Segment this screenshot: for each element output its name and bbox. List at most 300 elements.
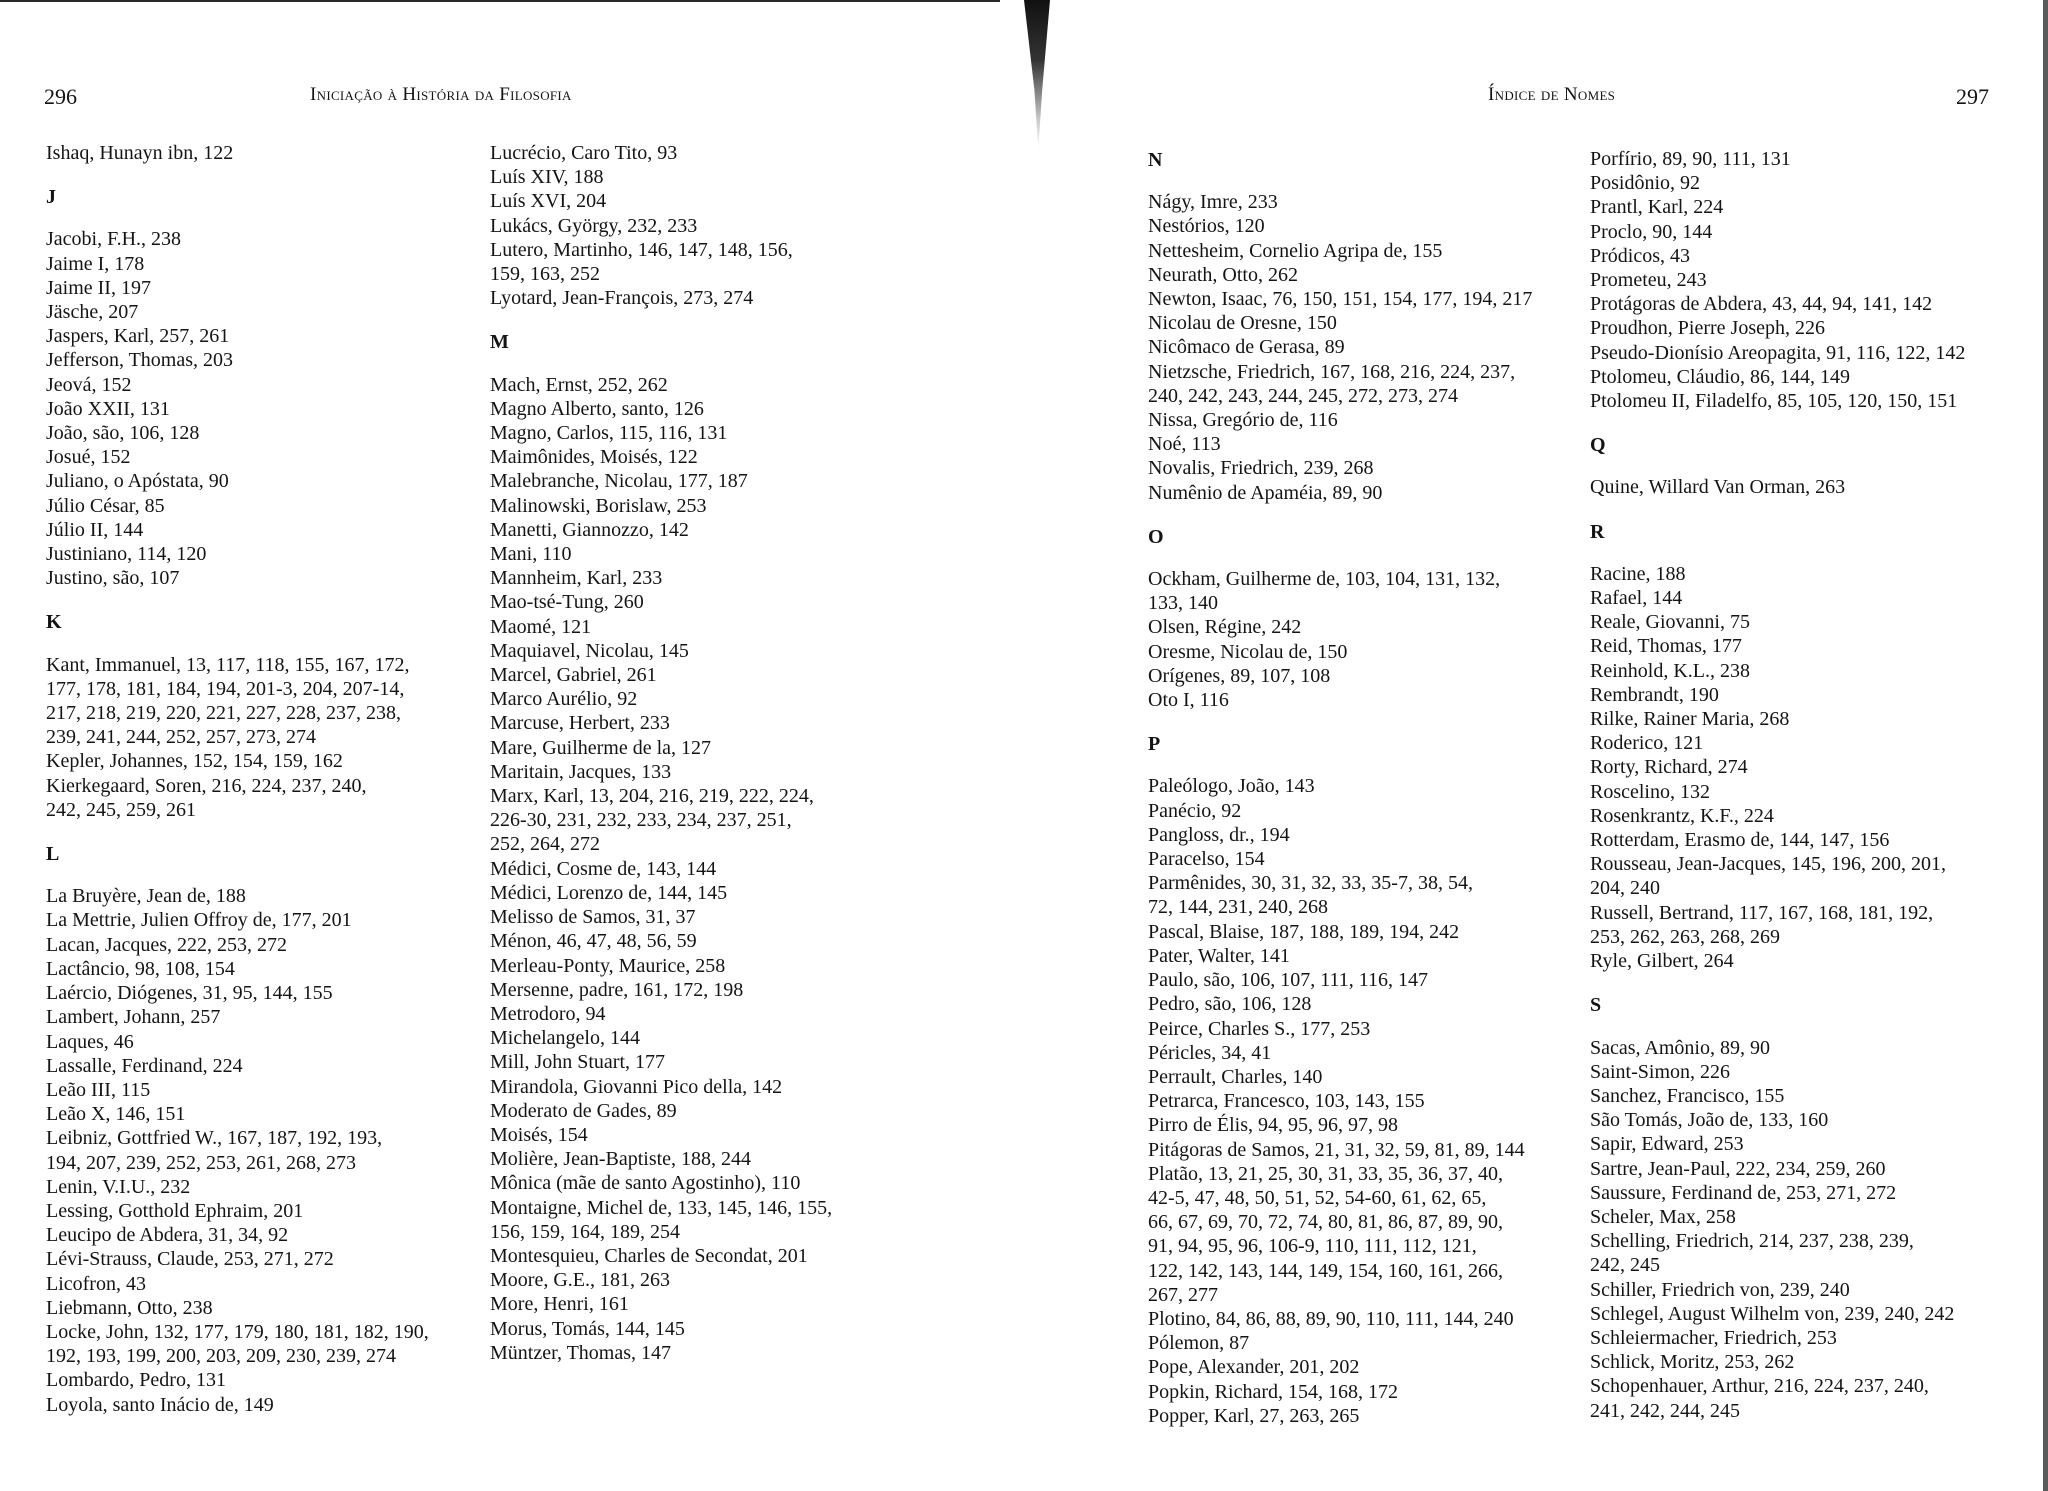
index-entry-text: Pródicos, 43 — [1590, 244, 1690, 267]
index-entry-text: Rafael, 144 — [1590, 587, 1683, 610]
index-entry — [1148, 688, 1532, 712]
index-entry — [490, 1171, 832, 1195]
index-entry — [490, 1075, 832, 1099]
index-entry-text: Mannheim, Karl, 233 — [490, 567, 663, 590]
index-entry-text: Maimônides, Moisés, 122 — [490, 446, 698, 469]
index-entry-text: Jefferson, Thomas, 203 — [46, 349, 234, 372]
index-entry — [490, 857, 832, 881]
index-entry-text: Russell, Bertrand, 117, 167, 168, 181, 192, — [1590, 901, 1934, 924]
index-entry — [46, 884, 429, 908]
index-entry — [490, 760, 832, 784]
index-entry — [490, 421, 832, 445]
index-entry — [1590, 1278, 1965, 1302]
index-entry — [490, 784, 832, 857]
index-entry — [490, 905, 832, 929]
index-entry-text: Peirce, Charles S., 177, 253 — [1148, 1017, 1371, 1040]
index-entry — [490, 238, 832, 286]
index-entry-text: Lambert, Johann, 257 — [46, 1006, 221, 1029]
index-entry — [1148, 1331, 1532, 1355]
index-entry — [490, 1196, 832, 1244]
index-entry-text: Metrodoro, 94 — [490, 1002, 606, 1025]
index-entry-continuation: 177, 178, 181, 184, 194, 201-3, 204, 207-14, — [46, 677, 405, 700]
index-entry — [490, 214, 832, 238]
index-column-left-1 — [46, 141, 429, 1417]
index-entry-text: Médici, Lorenzo de, 144, 145 — [490, 881, 728, 904]
index-entry-continuation: 239, 241, 244, 252, 257, 273, 274 — [46, 726, 316, 749]
index-entry — [490, 1099, 832, 1123]
index-entry — [490, 165, 832, 189]
index-entry — [46, 1054, 429, 1078]
index-entry-text: Locke, John, 132, 177, 179, 180, 181, 182, 190, — [46, 1320, 429, 1343]
right-running-head: Índice de Nomes — [1488, 84, 1616, 105]
index-entry-text: Olsen, Régine, 242 — [1148, 616, 1302, 639]
index-entry — [46, 1247, 429, 1271]
index-entry — [490, 1147, 832, 1171]
index-entry-text: Lactâncio, 98, 108, 154 — [46, 957, 235, 980]
left-page-number: 296 — [44, 84, 77, 109]
index-entry — [1148, 311, 1532, 335]
index-entry — [1590, 707, 1965, 731]
index-entry — [46, 141, 429, 165]
index-entry-text: Pitágoras de Samos, 21, 31, 32, 59, 81, 89, 144 — [1148, 1138, 1525, 1161]
index-entry-text: Montaigne, Michel de, 133, 145, 146, 155, — [490, 1196, 833, 1219]
index-entry-text: Merleau-Ponty, Maurice, 258 — [490, 954, 726, 977]
index-entry-text: Lyotard, Jean-François, 273, 274 — [490, 287, 754, 310]
index-entry — [46, 373, 429, 397]
index-entry-text: Laques, 46 — [46, 1030, 134, 1053]
index-entry-text: Mill, John Stuart, 177 — [490, 1051, 666, 1074]
index-entry — [46, 518, 429, 542]
index-entry — [1590, 220, 1965, 244]
index-entry-text: More, Henri, 161 — [490, 1293, 629, 1316]
index-entry — [1148, 1017, 1532, 1041]
index-entry-text: Nestórios, 120 — [1148, 215, 1265, 238]
index-entry — [1590, 828, 1965, 852]
index-entry-text: Ryle, Gilbert, 264 — [1590, 950, 1734, 973]
index-entry — [490, 1050, 832, 1074]
index-entry-text: Lacan, Jacques, 222, 253, 272 — [46, 933, 288, 956]
index-entry — [46, 957, 429, 981]
index-entry — [1590, 341, 1965, 365]
index-entry — [490, 1317, 832, 1341]
index-entry-text: Juliano, o Apóstata, 90 — [46, 470, 229, 493]
index-entry-continuation: 241, 242, 244, 245 — [1590, 1399, 1740, 1422]
index-entry-text: Michelangelo, 144 — [490, 1027, 640, 1050]
index-entry — [490, 1123, 832, 1147]
index-entry — [46, 348, 429, 372]
index-entry — [1148, 1138, 1532, 1162]
scan-top-rule — [0, 0, 1000, 2]
index-entry — [490, 1292, 832, 1316]
index-entry-continuation: 91, 94, 95, 96, 106-9, 110, 111, 112, 121, — [1148, 1235, 1477, 1258]
index-entry-text: Schiller, Friedrich von, 239, 240 — [1590, 1278, 1850, 1301]
index-entry-text: Médici, Cosme de, 143, 144 — [490, 857, 717, 880]
index-entry-text: Lévi-Strauss, Claude, 253, 271, 272 — [46, 1248, 334, 1271]
index-entry-text: Nicômaco de Gerasa, 89 — [1148, 336, 1345, 359]
index-entry — [1590, 1132, 1965, 1156]
index-entry — [1590, 1036, 1965, 1060]
index-entry — [1148, 774, 1532, 798]
index-entry — [1590, 804, 1965, 828]
index-letter-heading: M — [490, 331, 509, 354]
index-entry — [46, 1102, 429, 1126]
index-entry — [1590, 316, 1965, 340]
index-entry — [46, 252, 429, 276]
index-entry-text: Jaspers, Karl, 257, 261 — [46, 325, 230, 348]
index-entry-continuation: 192, 193, 199, 200, 203, 209, 230, 239, 274 — [46, 1345, 396, 1368]
index-entry-text: São Tomás, João de, 133, 160 — [1590, 1109, 1829, 1132]
index-entry-text: Petrarca, Francesco, 103, 143, 155 — [1148, 1090, 1425, 1113]
index-entry-text: Popper, Karl, 27, 263, 265 — [1148, 1404, 1360, 1427]
index-entry — [490, 1268, 832, 1292]
index-entry-text: Saint-Simon, 226 — [1590, 1060, 1731, 1083]
index-entry — [46, 908, 429, 932]
index-entry — [1590, 683, 1965, 707]
index-entry-text: Saussure, Ferdinand de, 253, 271, 272 — [1590, 1181, 1897, 1204]
index-entry-text: Melisso de Samos, 31, 37 — [490, 906, 696, 929]
index-letter-heading: Q — [1590, 434, 1606, 457]
index-entry-text: Laércio, Diógenes, 31, 95, 144, 155 — [46, 982, 333, 1005]
index-entry — [46, 653, 429, 750]
index-letter-heading: K — [46, 611, 62, 634]
index-entry — [1590, 1084, 1965, 1108]
index-entry — [490, 663, 832, 687]
index-entry-text: La Mettrie, Julien Offroy de, 177, 201 — [46, 909, 352, 932]
index-entry-text: Scheler, Max, 258 — [1590, 1205, 1736, 1228]
index-entry — [490, 1244, 832, 1268]
index-entry-text: Marco Aurélio, 92 — [490, 688, 638, 711]
index-entry-text: Jeová, 152 — [46, 373, 132, 396]
index-entry — [490, 954, 832, 978]
index-entry — [1590, 634, 1965, 658]
index-entry — [490, 566, 832, 590]
index-entry-continuation: 242, 245, 259, 261 — [46, 798, 196, 821]
index-entry-text: Rembrandt, 190 — [1590, 683, 1719, 706]
index-entry-text: Leucipo de Abdera, 31, 34, 92 — [46, 1224, 289, 1247]
index-entry — [1590, 610, 1965, 634]
index-entry — [46, 421, 429, 445]
index-entry-text: Ishaq, Hunayn ibn, 122 — [46, 142, 234, 164]
index-entry — [490, 373, 832, 397]
index-entry-text: Prantl, Karl, 224 — [1590, 196, 1724, 219]
index-entry — [490, 978, 832, 1002]
index-entry-text: Licofron, 43 — [46, 1272, 146, 1295]
index-entry — [490, 286, 832, 310]
index-entry-text: Sartre, Jean-Paul, 222, 234, 259, 260 — [1590, 1157, 1886, 1180]
index-entry — [46, 542, 429, 566]
index-entry — [1590, 389, 1965, 413]
index-entry — [46, 1030, 429, 1054]
index-entry-text: Morus, Tomás, 144, 145 — [490, 1317, 685, 1340]
index-entry — [1590, 780, 1965, 804]
index-letter-heading: P — [1148, 733, 1161, 756]
index-entry — [1590, 586, 1965, 610]
index-entry — [1590, 244, 1965, 268]
index-entry — [1148, 1113, 1532, 1137]
index-entry-text: Kant, Immanuel, 13, 117, 118, 155, 167, 172, — [46, 653, 410, 676]
index-entry-text: Marcel, Gabriel, 261 — [490, 664, 657, 687]
index-entry — [490, 711, 832, 735]
index-entry — [46, 1126, 429, 1174]
index-entry — [1590, 1229, 1965, 1277]
index-entry-text: Newton, Isaac, 76, 150, 151, 154, 177, 194, 217 — [1148, 288, 1533, 311]
index-entry — [46, 933, 429, 957]
index-entry — [1148, 1065, 1532, 1089]
index-entry — [46, 749, 429, 773]
index-entry-text: Schelling, Friedrich, 214, 237, 238, 239, — [1590, 1230, 1914, 1253]
index-entry — [490, 615, 832, 639]
index-entry — [490, 1002, 832, 1026]
index-entry-text: Mach, Ernst, 252, 262 — [490, 373, 668, 396]
index-entry — [1148, 1380, 1532, 1404]
index-entry-text: Justiniano, 114, 120 — [46, 543, 207, 566]
index-entry-text: Mao-tsé-Tung, 260 — [490, 591, 644, 614]
index-entry-continuation: 42-5, 47, 48, 50, 51, 52, 54-60, 61, 62, 65, — [1148, 1186, 1487, 1209]
index-entry-text: Pseudo-Dionísio Areopagita, 91, 116, 122, 142 — [1590, 341, 1966, 364]
index-entry — [1148, 335, 1532, 359]
index-entry — [1148, 992, 1532, 1016]
index-entry — [1590, 475, 1965, 499]
index-entry — [1148, 1162, 1532, 1307]
index-entry-text: Pirro de Élis, 94, 95, 96, 97, 98 — [1148, 1114, 1398, 1137]
index-letter-heading: S — [1590, 994, 1602, 1017]
index-entry-text: Lutero, Martinho, 146, 147, 148, 156, — [490, 238, 793, 261]
index-entry-text: Reinhold, K.L., 238 — [1590, 659, 1750, 682]
index-entry-text: Lucrécio, Caro Tito, 93 — [490, 142, 678, 164]
index-entry — [1148, 190, 1532, 214]
index-entry-text: Ockham, Guilherme de, 103, 104, 131, 132, — [1148, 568, 1501, 591]
index-entry-text: Racine, 188 — [1590, 562, 1686, 585]
index-entry — [490, 445, 832, 469]
index-entry — [490, 929, 832, 953]
index-entry — [490, 639, 832, 663]
index-entry-text: Proudhon, Pierre Joseph, 226 — [1590, 317, 1825, 340]
index-entry-text: Malinowski, Borislaw, 253 — [490, 494, 707, 517]
index-letter-heading: O — [1148, 525, 1164, 548]
index-entry-text: Porfírio, 89, 90, 111, 131 — [1590, 148, 1791, 170]
index-entry — [1148, 1041, 1532, 1065]
index-entry — [46, 397, 429, 421]
index-entry-text: Jacobi, F.H., 238 — [46, 228, 182, 251]
index-entry-continuation: 194, 207, 239, 252, 253, 261, 268, 273 — [46, 1151, 356, 1174]
index-entry — [46, 300, 429, 324]
index-entry-text: Mirandola, Giovanni Pico della, 142 — [490, 1075, 783, 1098]
index-entry-continuation: 66, 67, 69, 70, 72, 74, 80, 81, 86, 87, 89, 90, — [1148, 1211, 1503, 1234]
index-entry-text: Nissa, Gregório de, 116 — [1148, 409, 1338, 432]
index-entry — [1148, 664, 1532, 688]
index-entry — [1148, 1089, 1532, 1113]
index-entry — [46, 1296, 429, 1320]
index-entry-continuation: 253, 262, 263, 268, 269 — [1590, 925, 1780, 948]
index-entry-text: Kepler, Johannes, 152, 154, 159, 162 — [46, 750, 343, 773]
left-running-head: Iniciação à História da Filosofia — [310, 84, 572, 105]
index-entry — [1590, 901, 1965, 949]
index-entry-text: Müntzer, Thomas, 147 — [490, 1341, 672, 1364]
index-entry — [490, 189, 832, 213]
index-entry — [1148, 239, 1532, 263]
index-entry-text: Platão, 13, 21, 25, 30, 31, 33, 35, 36, 37, 40, — [1148, 1162, 1503, 1185]
index-entry-text: Noé, 113 — [1148, 433, 1221, 456]
index-entry-text: Maomé, 121 — [490, 615, 592, 638]
index-entry — [46, 1175, 429, 1199]
index-entry — [1590, 1108, 1965, 1132]
index-entry-text: Lassalle, Ferdinand, 224 — [46, 1054, 243, 1077]
index-entry-text: Pope, Alexander, 201, 202 — [1148, 1356, 1360, 1379]
index-entry-text: Jäsche, 207 — [46, 301, 139, 324]
index-entry — [490, 469, 832, 493]
right-page-number: 297 — [1956, 84, 1989, 109]
index-entry-text: Posidônio, 92 — [1590, 172, 1701, 195]
index-column-right-2 — [1590, 147, 1965, 1423]
index-entry-text: Proclo, 90, 144 — [1590, 220, 1713, 243]
index-entry-text: Marx, Karl, 13, 204, 216, 219, 222, 224, — [490, 785, 814, 808]
index-column-left-2 — [490, 141, 832, 1365]
index-entry — [1590, 852, 1965, 900]
index-entry — [490, 687, 832, 711]
index-entry-text: Protágoras de Abdera, 43, 44, 94, 141, 142 — [1590, 293, 1933, 316]
index-entry-text: Rousseau, Jean-Jacques, 145, 196, 200, 201, — [1590, 853, 1947, 876]
index-entry-continuation: 217, 218, 219, 220, 221, 227, 228, 237, 238, — [46, 702, 401, 725]
index-entry-text: Leibniz, Gottfried W., 167, 187, 192, 193, — [46, 1127, 383, 1150]
index-entry-text: Jaime II, 197 — [46, 276, 151, 299]
index-entry — [46, 227, 429, 251]
index-entry-text: Paracelso, 154 — [1148, 848, 1265, 871]
index-entry — [1148, 408, 1532, 432]
index-entry — [1590, 1302, 1965, 1326]
index-entry-text: Novalis, Friedrich, 239, 268 — [1148, 457, 1374, 480]
index-letter-heading: J — [46, 186, 56, 209]
index-entry-text: Plotino, 84, 86, 88, 89, 90, 110, 111, 144, 240 — [1148, 1307, 1514, 1330]
index-entry-text: Reid, Thomas, 177 — [1590, 635, 1742, 658]
index-entry-continuation: 72, 144, 231, 240, 268 — [1148, 896, 1328, 919]
index-entry — [46, 774, 429, 822]
index-entry — [46, 276, 429, 300]
index-entry-text: Liebmann, Otto, 238 — [46, 1296, 213, 1319]
index-entry — [1590, 365, 1965, 389]
index-entry-text: Loyola, santo Inácio de, 149 — [46, 1393, 274, 1416]
index-entry — [490, 141, 832, 165]
index-entry-text: Mare, Guilherme de la, 127 — [490, 736, 712, 759]
index-entry-continuation: 226-30, 231, 232, 233, 234, 237, 251, — [490, 809, 792, 832]
index-entry-text: Lukács, György, 232, 233 — [490, 214, 698, 237]
index-entry — [1148, 1355, 1532, 1379]
index-entry-text: Pólemon, 87 — [1148, 1332, 1250, 1355]
index-entry-text: Mani, 110 — [490, 543, 572, 566]
index-entry-text: Luís XIV, 188 — [490, 166, 604, 189]
index-entry-text: Moderato de Gades, 89 — [490, 1099, 677, 1122]
index-entry-continuation: 204, 240 — [1590, 877, 1660, 900]
index-letter-heading: N — [1148, 149, 1163, 171]
index-entry — [46, 469, 429, 493]
index-entry — [1148, 287, 1532, 311]
index-entry — [1590, 1350, 1965, 1374]
index-entry-text: Ménon, 46, 47, 48, 56, 59 — [490, 930, 697, 953]
index-entry-text: Perrault, Charles, 140 — [1148, 1065, 1323, 1088]
index-entry-text: Mônica (mãe de santo Agostinho), 110 — [490, 1172, 801, 1195]
index-entry-text: Pedro, são, 106, 128 — [1148, 993, 1312, 1016]
index-entry — [1590, 755, 1965, 779]
index-entry-text: Ptolomeu, Cláudio, 86, 144, 149 — [1590, 365, 1850, 388]
index-entry-text: Mersenne, padre, 161, 172, 198 — [490, 978, 744, 1001]
index-entry-text: Montesquieu, Charles de Secondat, 201 — [490, 1244, 808, 1267]
index-entry-text: Nicolau de Oresne, 150 — [1148, 312, 1337, 335]
index-entry-text: Júlio II, 144 — [46, 518, 144, 541]
index-entry-text: Rilke, Rainer Maria, 268 — [1590, 708, 1790, 731]
index-entry-text: Oresme, Nicolau de, 150 — [1148, 640, 1348, 663]
index-entry — [1590, 659, 1965, 683]
index-entry — [46, 566, 429, 590]
index-entry — [46, 1368, 429, 1392]
index-entry-text: Schlick, Moritz, 253, 262 — [1590, 1351, 1795, 1374]
index-entry — [46, 445, 429, 469]
index-entry — [1590, 171, 1965, 195]
index-entry-text: Rosenkrantz, K.F., 224 — [1590, 804, 1774, 827]
index-entry-text: Lessing, Gotthold Ephraim, 201 — [46, 1199, 304, 1222]
index-entry-text: Leão III, 115 — [46, 1078, 151, 1101]
index-entry — [1590, 147, 1965, 171]
index-entry — [1148, 214, 1532, 238]
index-entry-text: João XXII, 131 — [46, 397, 170, 420]
index-entry-text: Numênio de Apaméia, 89, 90 — [1148, 481, 1383, 504]
index-entry — [1148, 640, 1532, 664]
index-entry — [490, 881, 832, 905]
index-entry-continuation: 122, 142, 143, 144, 149, 154, 160, 161, 266, — [1148, 1259, 1503, 1282]
index-entry-text: Lenin, V.I.U., 232 — [46, 1175, 191, 1198]
index-entry — [490, 397, 832, 421]
index-entry — [1590, 1374, 1965, 1422]
index-entry-text: Manetti, Giannozzo, 142 — [490, 518, 689, 541]
index-entry — [490, 1341, 832, 1365]
index-entry — [1148, 847, 1532, 871]
index-entry — [1148, 360, 1532, 408]
index-entry — [1148, 920, 1532, 944]
index-entry — [490, 1026, 832, 1050]
index-entry-text: Oto I, 116 — [1148, 689, 1229, 712]
index-entry-text: Pascal, Blaise, 187, 188, 189, 194, 242 — [1148, 920, 1460, 943]
index-entry-text: Nietzsche, Friedrich, 167, 168, 216, 224, 237, — [1148, 360, 1516, 383]
index-entry-text: Parmênides, 30, 31, 32, 33, 35-7, 38, 54, — [1148, 872, 1473, 895]
index-entry — [46, 324, 429, 348]
index-entry — [1590, 1205, 1965, 1229]
index-entry — [1590, 1060, 1965, 1084]
index-entry-text: Panécio, 92 — [1148, 799, 1242, 822]
index-entry-text: Marcuse, Herbert, 233 — [490, 712, 670, 735]
index-entry-text: Neurath, Otto, 262 — [1148, 263, 1298, 286]
index-entry-continuation: 267, 277 — [1148, 1283, 1218, 1306]
index-entry-text: Júlio César, 85 — [46, 494, 165, 517]
index-entry-text: Quine, Willard Van Orman, 263 — [1590, 476, 1846, 499]
index-entry — [1590, 949, 1965, 973]
index-entry-text: Magno Alberto, santo, 126 — [490, 397, 704, 420]
index-entry — [1148, 823, 1532, 847]
index-entry-continuation: 159, 163, 252 — [490, 263, 600, 286]
index-entry-text: Molière, Jean-Baptiste, 188, 244 — [490, 1148, 752, 1171]
index-entry — [46, 1005, 429, 1029]
index-entry — [1590, 292, 1965, 316]
index-entry — [1148, 1404, 1532, 1428]
index-entry-text: Rorty, Richard, 274 — [1590, 756, 1748, 779]
index-entry-text: Schleiermacher, Friedrich, 253 — [1590, 1326, 1837, 1349]
index-entry — [490, 542, 832, 566]
index-entry — [1590, 1326, 1965, 1350]
index-entry — [1148, 871, 1532, 919]
index-entry-text: Sacas, Amônio, 89, 90 — [1590, 1036, 1770, 1059]
index-entry — [1148, 799, 1532, 823]
index-entry-continuation: 242, 245 — [1590, 1254, 1660, 1277]
index-entry-continuation: 240, 242, 243, 244, 245, 272, 273, 274 — [1148, 384, 1458, 407]
index-entry — [1148, 944, 1532, 968]
index-entry — [1590, 268, 1965, 292]
